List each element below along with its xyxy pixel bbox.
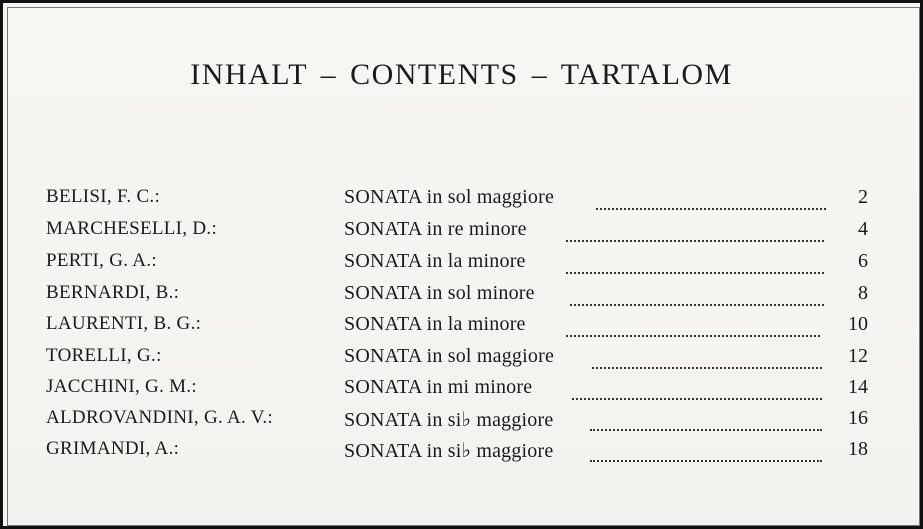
page-number: 4 (858, 218, 868, 240)
work-title: SONATA in si♭ maggiore (344, 440, 554, 462)
work-title: SONATA in sol maggiore (344, 345, 555, 367)
work-title: SONATA in la minore (344, 250, 526, 272)
work-title: SONATA in si♭ maggiore (344, 409, 554, 431)
toc-row (0, 438, 923, 468)
dot-leader (566, 250, 824, 274)
page-number: 6 (858, 250, 868, 272)
toc-row (0, 250, 923, 280)
composer-name: MARCHESELLI, D.: (46, 218, 218, 239)
toc-row (0, 376, 923, 406)
page-number: 14 (848, 376, 868, 398)
toc-row (0, 282, 923, 312)
toc-row (0, 313, 923, 343)
page-number: 18 (848, 438, 868, 460)
page-number: 16 (848, 407, 868, 429)
composer-name: ALDROVANDINI, G. A. V.: (46, 407, 274, 428)
dot-leader (572, 376, 822, 400)
composer-name: JACCHINI, G. M.: (46, 376, 198, 397)
dot-leader (590, 407, 822, 431)
composer-name: GRIMANDI, A.: (46, 438, 180, 459)
dot-leader (596, 186, 826, 210)
toc-row (0, 345, 923, 375)
toc-row (0, 407, 923, 437)
dot-leader (590, 438, 822, 462)
page-title: INHALT – CONTENTS – TARTALOM (190, 58, 733, 91)
page-number: 2 (858, 186, 868, 208)
work-title: SONATA in la minore (344, 313, 526, 335)
work-title: SONATA in sol maggiore (344, 186, 555, 208)
composer-name: PERTI, G. A.: (46, 250, 157, 271)
work-title: SONATA in mi minore (344, 376, 533, 398)
page-number: 8 (858, 282, 868, 304)
page-number: 12 (848, 345, 868, 367)
toc-row (0, 218, 923, 248)
composer-name: LAURENTI, B. G.: (46, 313, 202, 334)
work-title: SONATA in re minore (344, 218, 527, 240)
page-number: 10 (848, 313, 868, 335)
dot-leader (566, 218, 824, 242)
dot-leader (570, 282, 824, 306)
composer-name: BERNARDI, B.: (46, 282, 180, 303)
dot-leader (566, 313, 820, 337)
toc-row (0, 186, 923, 216)
composer-name: TORELLI, G.: (46, 345, 162, 366)
dot-leader (592, 345, 822, 369)
composer-name: BELISI, F. C.: (46, 186, 161, 207)
work-title: SONATA in sol minore (344, 282, 535, 304)
